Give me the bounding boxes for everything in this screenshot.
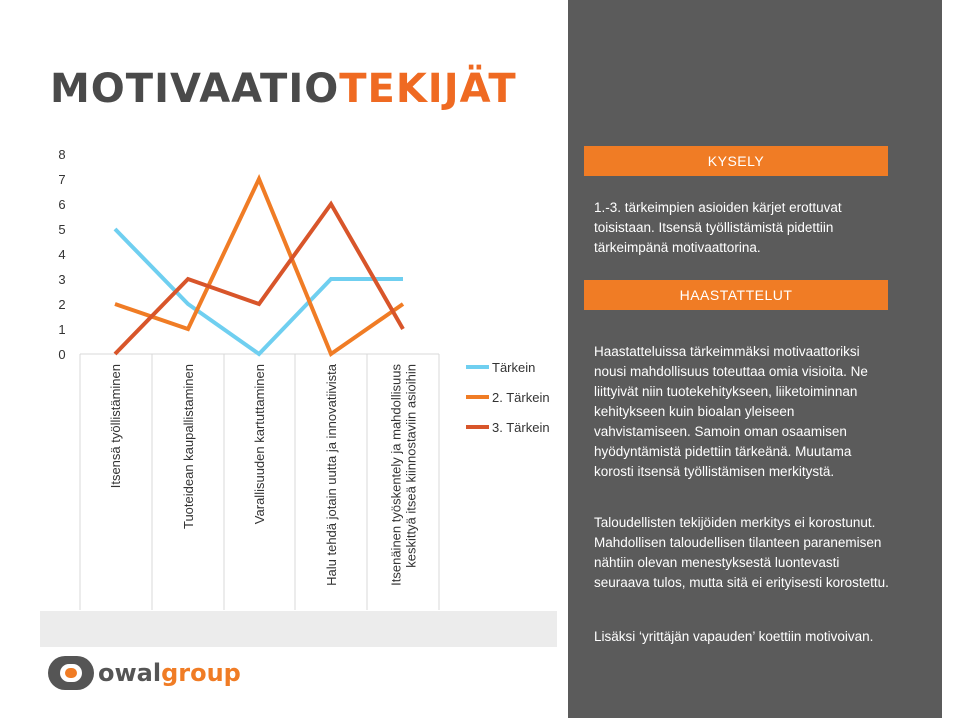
category-label-line: Halu tehdä jotain uutta ja innovatiivista bbox=[324, 364, 339, 586]
y-tick-label: 0 bbox=[58, 347, 66, 362]
category-label-line: Tuoteidean kaupallistaminen bbox=[181, 364, 196, 530]
series-line-2 bbox=[115, 179, 403, 354]
y-tick-label: 6 bbox=[58, 197, 66, 212]
category-label-line: Itsenäinen työskentely ja mahdollisuus bbox=[388, 364, 404, 586]
y-tick-label: 7 bbox=[58, 172, 66, 187]
category-label-line: Itsensä työllistäminen bbox=[108, 364, 123, 489]
category-label bbox=[181, 364, 196, 529]
y-tick-label: 1 bbox=[58, 322, 66, 337]
logo-text-part-2: group bbox=[161, 659, 241, 687]
y-tick-label: 4 bbox=[58, 247, 66, 262]
footer-bar bbox=[40, 611, 557, 647]
legend-label: Tärkein bbox=[492, 360, 536, 375]
category-label-line: Varallisuuden kartuttaminen bbox=[252, 364, 267, 525]
kysely-text: 1.-3. tärkeimpien asioiden kärjet erottuvat toisistaan. Itsensä työllistämistä pidettiin tärkeimpänä motivaattorina. bbox=[594, 200, 842, 255]
page-title bbox=[50, 66, 517, 112]
category-label bbox=[252, 364, 267, 524]
title-part-2: TEKIJÄT bbox=[339, 66, 517, 112]
legend-label: 2. Tärkein bbox=[492, 390, 550, 405]
category-label bbox=[108, 364, 123, 488]
motivation-line-chart bbox=[0, 140, 565, 610]
y-tick-label: 8 bbox=[58, 147, 66, 162]
y-tick-label: 2 bbox=[58, 297, 66, 312]
legend-label: 3. Tärkein bbox=[492, 420, 550, 435]
category-label bbox=[389, 364, 419, 586]
haastattelut-header: HAASTATTELUT bbox=[584, 280, 888, 310]
haastattelut-paragraph-2: Taloudellisten tekijöiden merkitys ei korostunut. Mahdollisen taloudellisen tilanteen paranemisen nähtiin olevan menestyksestä luontevasti seuraava tulos, mutta sitä ei erityisesti korostettu. bbox=[594, 515, 889, 590]
y-tick-label: 3 bbox=[58, 272, 66, 287]
logo-text bbox=[98, 659, 241, 687]
category-label bbox=[324, 363, 339, 586]
kysely-header: KYSELY bbox=[584, 146, 888, 176]
logo-text-part-1: owal bbox=[98, 659, 162, 687]
haastattelut-paragraph-1: Haastatteluissa tärkeimmäksi motivaattoriksi nousi mahdollisuus toteuttaa omia visioita. Ne liittyivät niin tuotekehitykseen, liiketoiminnan kehitykseen kuin bioalan yleiseen vahvistamiseen. Samoin oman osaamisen hyödyntämistä pidettiin tärkeänä. Muutama korosti itsensä työllistämisen merkitystä. bbox=[594, 344, 868, 479]
logo-mark-icon bbox=[48, 656, 94, 690]
haastattelut-paragraph-3: Lisäksi ‘yrittäjän vapauden’ koettiin motivoivan. bbox=[594, 629, 874, 644]
y-tick-label: 5 bbox=[58, 222, 66, 237]
title-part-1: MOTIVAATIO bbox=[50, 66, 340, 112]
category-label-line: keskittyä itseä kiinnostaviin asioihin bbox=[403, 364, 419, 568]
